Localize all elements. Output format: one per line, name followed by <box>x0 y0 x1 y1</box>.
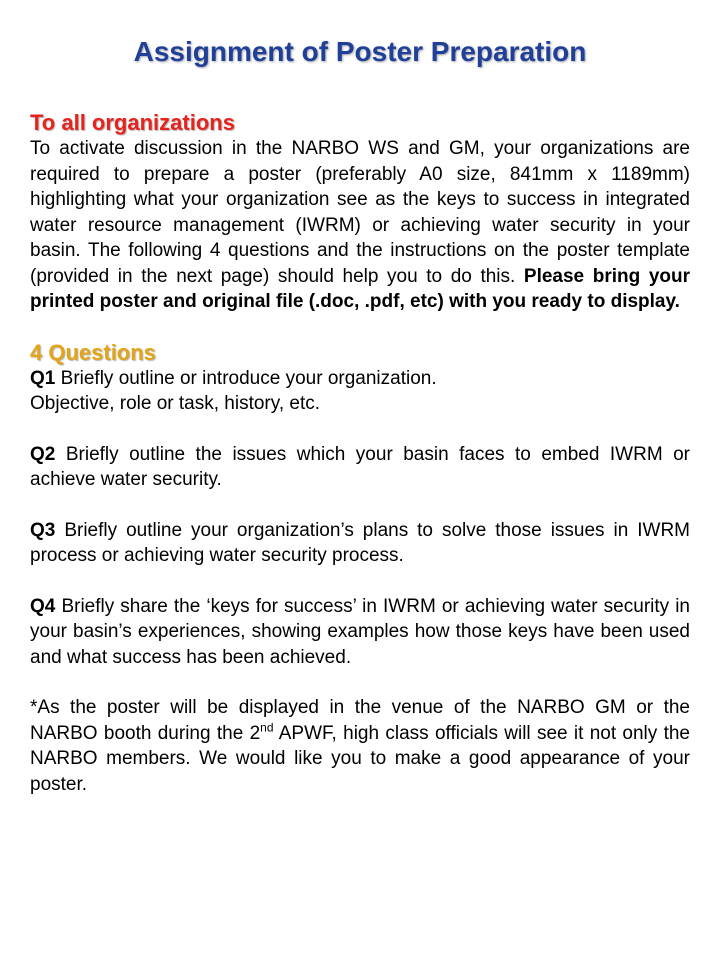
spacer <box>30 569 690 594</box>
intro-text: To activate discussion in the NARBO WS and GM, your organizations are required to prepare a poster (preferably A0 size, 841mm x 1189mm) highlighting what your organization see as the keys to success in integrated water resource management (IWRM) or achieving water security in your basin. The following 4 questions and the instructions on the poster template (provided in the next page) should help you to do this. <box>30 138 690 287</box>
spacer <box>30 417 690 442</box>
closing-note-part2: APWF, high class officials will see it not only the NARBO members. We would like you to make a good appearance of your poster. <box>30 722 690 795</box>
spacer <box>30 315 690 340</box>
document-title: Assignment of Poster Preparation <box>133 36 587 67</box>
spacer <box>30 493 690 518</box>
question-4 <box>30 594 690 671</box>
question-1-text: Briefly outline or introduce your organization. <box>60 367 437 389</box>
question-2-label: Q2 <box>30 443 56 465</box>
question-3-label: Q3 <box>30 519 56 541</box>
closing-note-superscript: nd <box>260 720 274 735</box>
question-4-text: Briefly share the ‘keys for success’ in IWRM or achieving water security in your basin’s experiences, showing examples how those keys have been used and what success has been achieved. <box>30 595 690 668</box>
closing-note-part1: *As the poster will be displayed in the venue of the NARBO GM or the NARBO booth during the 2 <box>30 697 690 744</box>
intro-paragraph <box>30 136 690 315</box>
question-3-text: Briefly outline your organization’s plans to solve those issues in IWRM process or achieving water security process. <box>30 519 691 566</box>
questions-heading: 4 Questions <box>30 339 156 365</box>
closing-note <box>30 695 690 797</box>
question-2 <box>30 442 690 493</box>
intro-heading: To all organizations <box>30 110 235 135</box>
document-page <box>30 34 690 797</box>
question-1-subtext: Objective, role or task, history, etc. <box>30 393 321 414</box>
intro-bold-text: Please bring your printed poster and original file (.doc, .pdf, etc) with you ready to display. <box>30 265 690 312</box>
spacer <box>30 670 690 695</box>
question-1 <box>30 366 690 392</box>
question-1-label: Q1 <box>30 367 56 389</box>
question-2-text: Briefly outline the issues which your basin faces to embed IWRM or achieve water security. <box>30 443 691 490</box>
question-3 <box>30 518 690 569</box>
question-4-label: Q4 <box>30 595 56 617</box>
